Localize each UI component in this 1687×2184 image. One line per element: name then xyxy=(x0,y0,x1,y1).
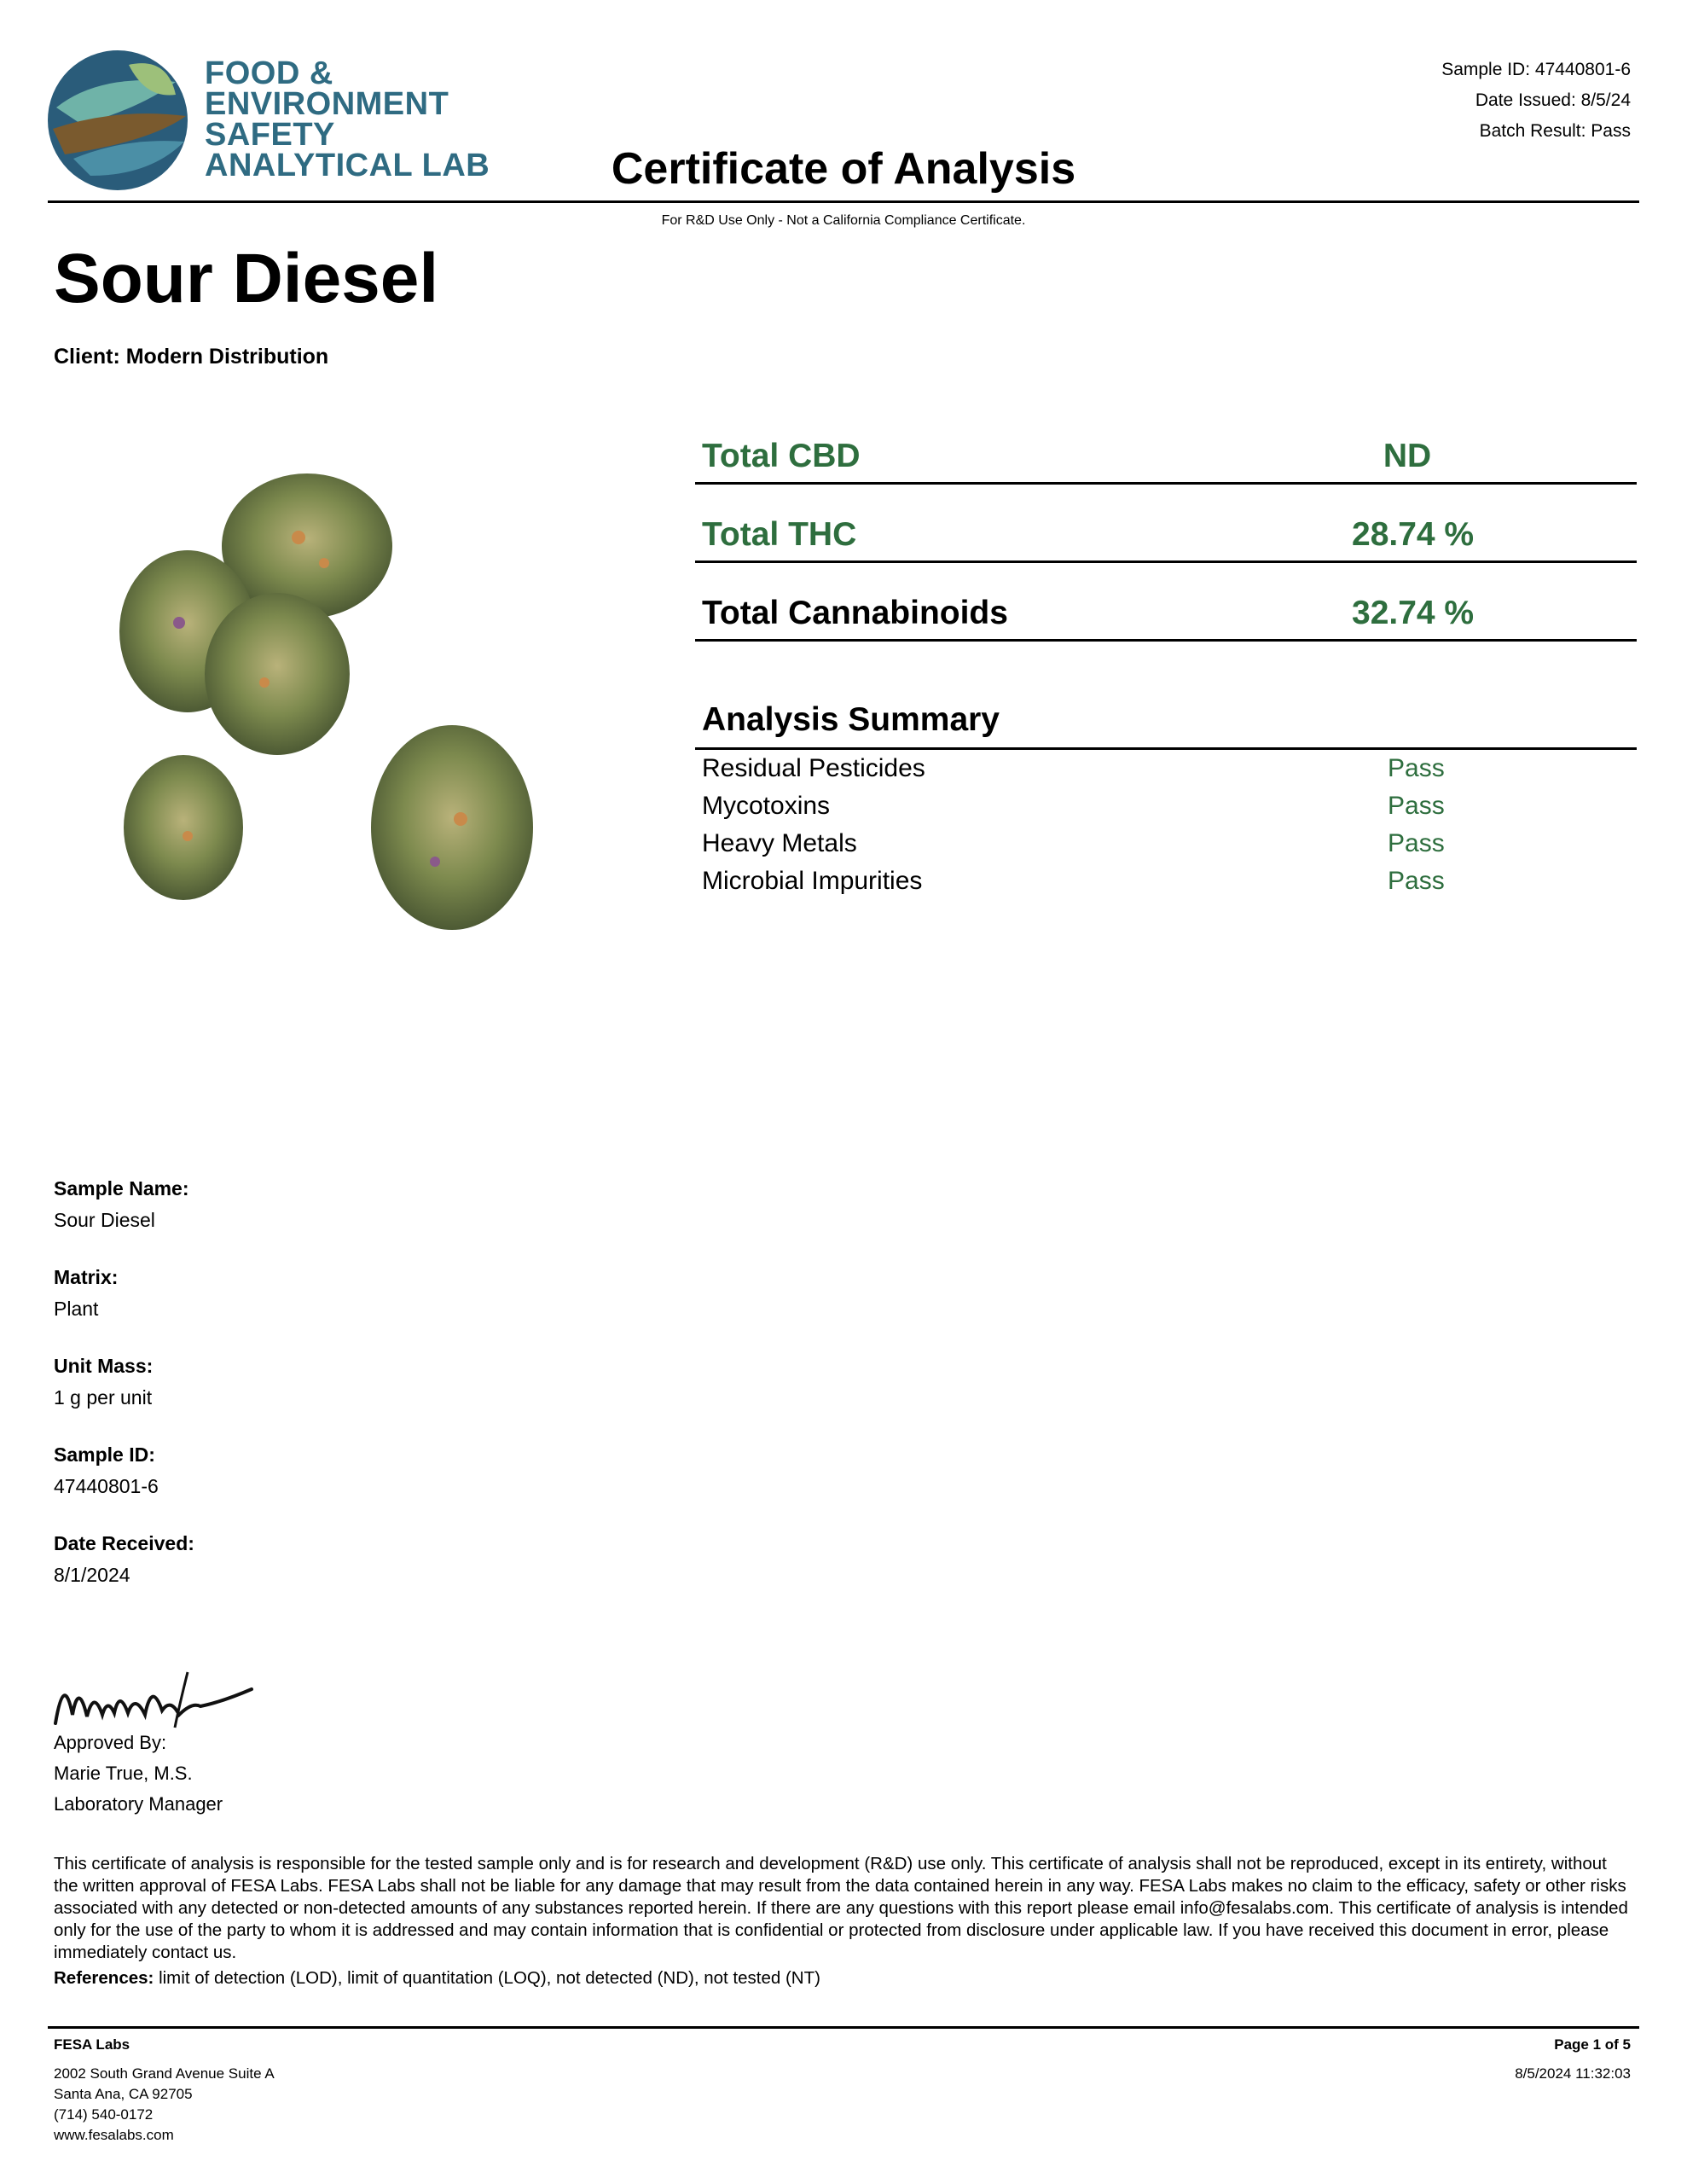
product-photo xyxy=(94,461,571,990)
references xyxy=(54,1968,1632,1989)
footer-company: FESA Labs xyxy=(54,2036,130,2053)
footer-divider xyxy=(48,2026,1639,2029)
batch-result-meta: Batch Result: Pass xyxy=(1479,121,1631,141)
logo-line: ANALYTICAL LAB xyxy=(205,148,490,183)
info-label: Unit Mass: xyxy=(54,1355,154,1377)
legal-disclaimer: This certificate of analysis is responsible for the tested sample only and is for research and development (R&D) use only. This certificate of analysis shall not be reproduced, except in its entirety, without the written approval of FESA Labs. FESA Labs shall not be liable for any damage that may result from the data contained herein in any way. FESA Labs makes no claim to the efficacy, safety or other risks associated with any detected or non-detected amounts of any substances reported herein. If there are any questions with this report please email info@fesalabs.com. This certificate of analysis is intended only for the use of the party to whom it is addressed and may contain information that is confidential or protected from disclosure under applicable law. If you have received this document in error, please immediately contact us. xyxy=(54,1854,1628,1962)
summary-test-result: Pass xyxy=(1388,754,1445,782)
result-value: 28.74 % xyxy=(1352,516,1475,553)
result-label: Total Cannabinoids xyxy=(702,595,1008,631)
info-value: 1 g per unit xyxy=(54,1386,153,1409)
footer-address-line: Santa Ana, CA 92705 xyxy=(54,2086,193,2102)
summary-test-name: Heavy Metals xyxy=(702,829,857,857)
references-text: limit of detection (LOD), limit of quantitation (LOQ), not detected (ND), not tested (NT) xyxy=(159,1968,820,1988)
signature xyxy=(51,1664,256,1732)
summary-divider xyxy=(695,747,1637,750)
document-title: Certificate of Analysis xyxy=(611,144,1076,194)
summary-test-result: Pass xyxy=(1388,792,1445,820)
result-value: 32.74 % xyxy=(1352,595,1475,631)
approval-block xyxy=(54,1728,223,1820)
header-divider xyxy=(48,200,1639,203)
info-value: 47440801-6 xyxy=(54,1475,159,1497)
info-label: Sample Name: xyxy=(54,1177,189,1199)
bud-cluster xyxy=(119,473,533,930)
logo-line: ENVIRONMENT xyxy=(205,86,449,122)
info-value: Sour Diesel xyxy=(54,1209,155,1231)
result-row-cbd xyxy=(695,415,1637,485)
summary-test-name: Microbial Impurities xyxy=(702,867,923,895)
summary-test-name: Mycotoxins xyxy=(702,792,831,820)
info-label: Date Received: xyxy=(54,1532,194,1554)
summary-row xyxy=(702,792,1632,829)
references-label: References: xyxy=(54,1968,154,1988)
info-label: Sample ID: xyxy=(54,1443,155,1466)
logo-line: SAFETY xyxy=(205,117,335,153)
info-value: Plant xyxy=(54,1298,99,1320)
summary-test-name: Residual Pesticides xyxy=(702,754,925,782)
info-value: 8/1/2024 xyxy=(54,1564,130,1586)
footer-phone: (714) 540-0172 xyxy=(54,2106,154,2123)
approver-role: Laboratory Manager xyxy=(54,1793,223,1815)
result-value: ND xyxy=(1383,438,1432,474)
logo-line: FOOD & xyxy=(205,55,333,91)
result-row-thc xyxy=(695,494,1637,563)
summary-row xyxy=(702,829,1632,867)
approved-by-label: Approved By: xyxy=(54,1732,167,1753)
footer-address xyxy=(54,2035,275,2146)
result-label: Total CBD xyxy=(702,438,861,474)
sample-id-meta: Sample ID: 47440801-6 xyxy=(1441,60,1631,79)
approver-name: Marie True, M.S. xyxy=(54,1763,193,1784)
summary-test-result: Pass xyxy=(1388,829,1445,857)
certificate-meta xyxy=(1441,55,1631,147)
analysis-summary-title: Analysis Summary xyxy=(702,701,1000,738)
date-issued-meta: Date Issued: 8/5/24 xyxy=(1475,90,1631,110)
summary-row xyxy=(702,867,1632,904)
summary-test-result: Pass xyxy=(1388,867,1445,895)
result-label: Total THC xyxy=(702,516,857,553)
info-label: Matrix: xyxy=(54,1266,119,1288)
footer-website: www.fesalabs.com xyxy=(54,2127,174,2143)
footer-address-line: 2002 South Grand Avenue Suite A xyxy=(54,2065,275,2082)
product-name: Sour Diesel xyxy=(54,240,439,317)
footer-timestamp: 8/5/2024 11:32:03 xyxy=(1515,2065,1631,2082)
page-number: Page 1 of 5 xyxy=(1554,2036,1631,2053)
sample-info xyxy=(54,1177,565,1621)
summary-row xyxy=(702,754,1632,792)
result-row-total-cannabinoids xyxy=(695,572,1637,642)
footer-page-info xyxy=(1515,2035,1631,2084)
rd-disclaimer: For R&D Use Only - Not a California Compliance Certificate. xyxy=(661,213,1026,228)
client-name: Client: Modern Distribution xyxy=(54,345,329,369)
